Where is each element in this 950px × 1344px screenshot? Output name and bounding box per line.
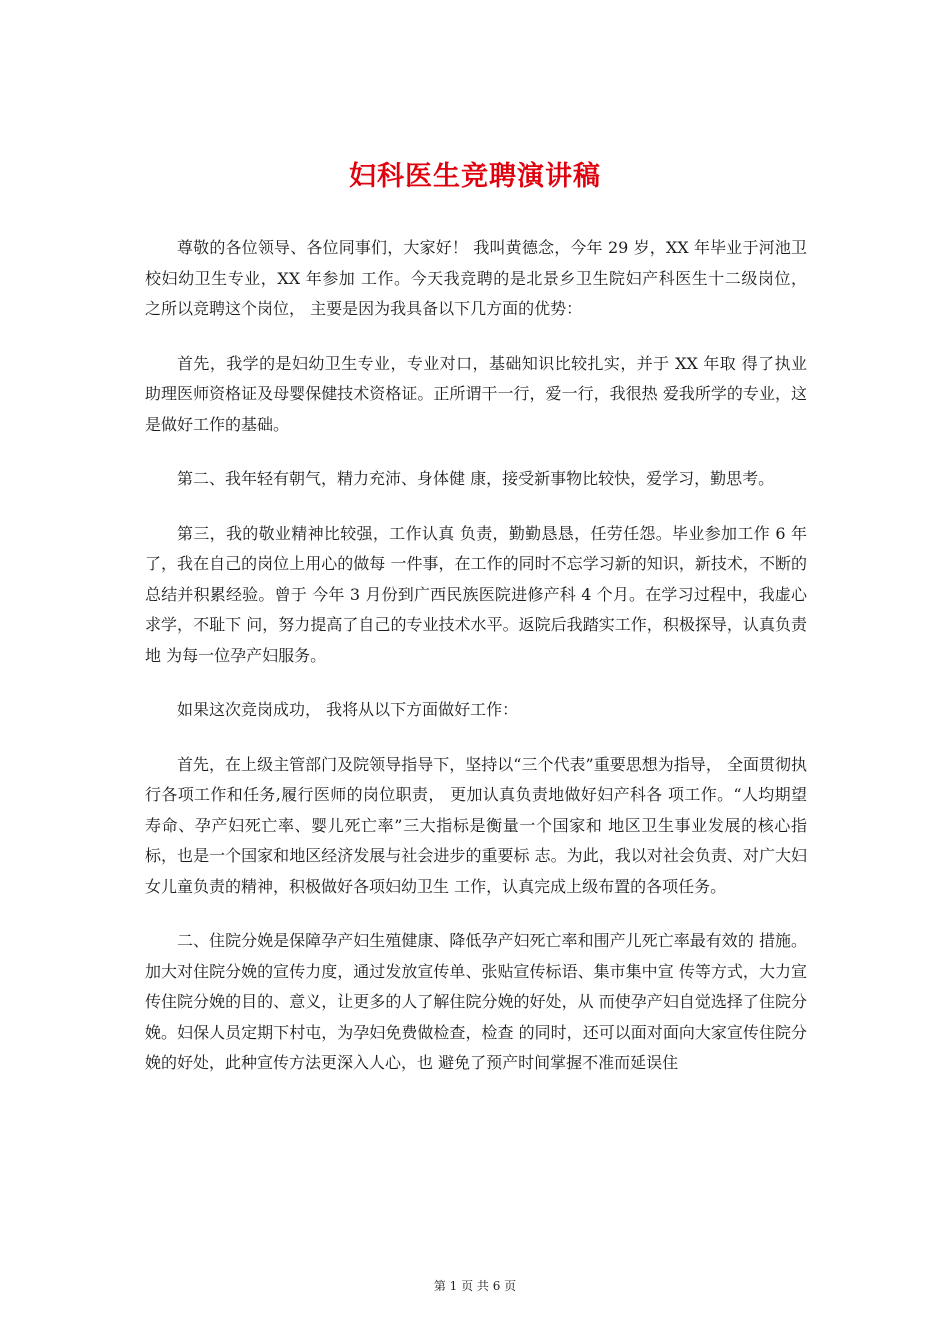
- page-footer: 第 1 页 共 6 页: [433, 1279, 517, 1293]
- paragraph-first-advantage: 首先，我学的是妇幼卫生专业，专业对口，基础知识比较扎实，并于 XX 年取 得了执业助理医师资格证及母婴保健技术资格证。正所谓干一行，爱一行，我很热 爱我所学的专业，这是做好工作的基础。: [145, 353, 807, 434]
- paragraph-plan-first: 首先，在上级主管部门及院领导指导下，坚持以“三个代表”重要思想为指导， 全面贯彻执行各项工作和任务,履行医师的岗位职责， 更加认真负责地做好妇产科各 项工作。“人均期望寿命、孕产妇死亡率、婴儿死亡率”三大指标是衡量一个国家和 地区卫生事业发展的核心指标，也是一个国家和地区经济发展与社会进步的重要标 志。为此，我以对社会负责、对广大妇女儿童负责的精神，积极做好各项妇幼卫生 工作，认真完成上级布置的各项任务。: [145, 754, 807, 896]
- paragraph-greeting: 尊敬的各位领导、各位同事们，大家好！ 我叫黄德念，今年 29 岁，XX 年毕业于河池卫校妇幼卫生专业，XX 年参加 工作。今天我竞聘的是北景乡卫生院妇产科医生十二级岗位， 之所以竞聘这个岗位， 主要是因为我具备以下几方面的优势：: [145, 238, 807, 318]
- paragraph-plan-second: 二、住院分娩是保障孕产妇生殖健康、降低孕产妇死亡率和围产儿死亡率最有效的 措施。加大对住院分娩的宣传力度，通过发放宣传单、张贴宣传标语、集市集中宣 传等方式，大力宣传住院分娩的目的、意义，让更多的人了解住院分娩的好处，从 而使孕产妇自觉选择了住院分娩。妇保人员定期下村屯，为孕妇免费做检查，检查 的同时，还可以面对面向大家宣传住院分娩的好处，此种宣传方法更深入人心，也 避免了预产时间掌握不准而延误住: [145, 931, 807, 1072]
- document-body: [145, 233, 807, 1103]
- paragraph-second-advantage: 第二、我年轻有朝气，精力充沛、身体健 康，接受新事物比较快，爱学习，勤思考。: [177, 469, 775, 488]
- paragraph-plan-intro: 如果这次竞岗成功， 我将从以下方面做好工作：: [177, 700, 519, 719]
- document-title: 妇科医生竞聘演讲稿: [349, 161, 601, 192]
- paragraph-third-advantage: 第三，我的敬业精神比较强，工作认真 负责，勤勤恳恳，任劳任怨。毕业参加工作 6 年了，我在自己的岗位上用心的做每 一件事，在工作的同时不忘学习新的知识，新技术，不断的总结并积累经验。曾于 今年 3 月份到广西民族医院进修产科 4 个月。在学习过程中，我虚心求学，不耻下 问，努力提高了自己的专业技术水平。返院后我踏实工作，积极探导，认真负责地 为每一位孕产妇服务。: [145, 523, 807, 665]
